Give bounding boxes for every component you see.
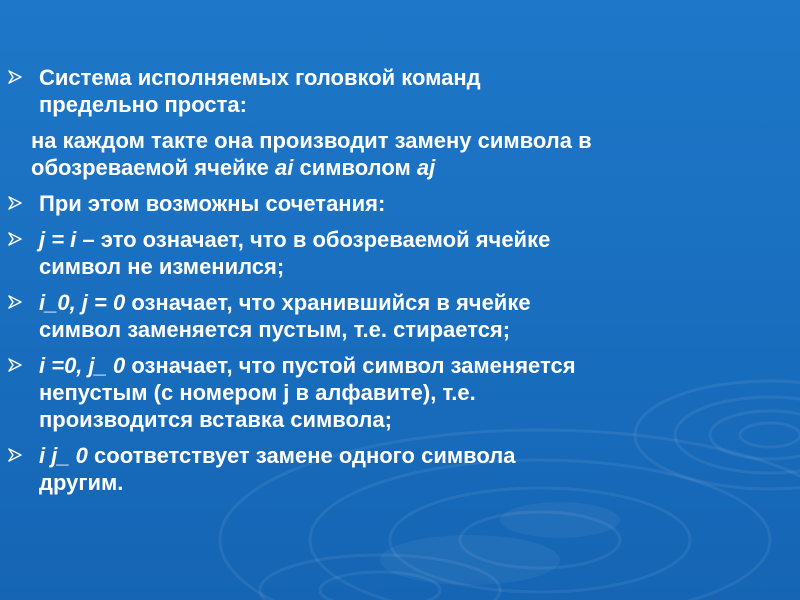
arrowhead-bullet-icon [8,196,22,210]
text-line [39,253,708,280]
italic-text-run: ai [275,155,294,180]
text-run: При этом возможны сочетания: [39,191,386,216]
arrowhead-bullet-icon [8,70,22,84]
text-run: символ заменяется пустым, т.е. стирается; [39,317,511,342]
text-run: символ не изменился; [39,254,285,279]
bullet-item [8,442,708,496]
text-line [31,127,708,154]
text-line [39,469,708,496]
bullet-item [8,289,708,343]
text-line [39,442,708,469]
text-run: символом [293,155,417,180]
text-line [31,154,708,181]
text-run: Система исполняемых головкой команд [39,65,481,90]
bullet-item [8,64,708,118]
slide-body [8,64,708,505]
text-line [39,289,708,316]
text-line [39,379,708,406]
text-line [39,91,708,118]
text-run: означает, что хранившийся в ячейке [125,290,531,315]
text-run: предельно проста: [39,92,247,117]
arrowhead-bullet-icon [8,232,22,246]
italic-text-run: aj [416,155,436,180]
bullet-item [8,226,708,280]
text-run: обозреваемой ячейке [31,155,275,180]
italic-text-run: i j_ 0 [39,443,88,468]
text-run: производится вставка символа; [39,407,392,432]
text-run: непустым (с номером j в алфавите), т.е. [39,380,476,405]
text-run: соответствует замене одного символа [87,443,516,468]
text-run: означает, что пустой символ заменяется [125,353,576,378]
text-line [39,316,708,343]
text-line [39,190,708,217]
text-run: на каждом такте она производит замену символа в [31,128,592,153]
arrowhead-bullet-icon [8,358,22,372]
text-run: другим. [39,470,124,495]
text-line [39,64,708,91]
text-line [39,226,708,253]
italic-text-run: j = i [39,227,77,252]
italic-text-run: i =0, j_ 0 [39,353,126,378]
arrowhead-bullet-icon [8,448,22,462]
bullet-item [8,352,708,433]
bullet-item [8,190,708,217]
continuation-paragraph [8,127,708,181]
text-line [39,406,708,433]
arrowhead-bullet-icon [8,295,22,309]
text-line [39,352,708,379]
italic-text-run: i_0, j = 0 [39,290,126,315]
text-run: – это означает, что в обозреваемой ячейке [76,227,551,252]
